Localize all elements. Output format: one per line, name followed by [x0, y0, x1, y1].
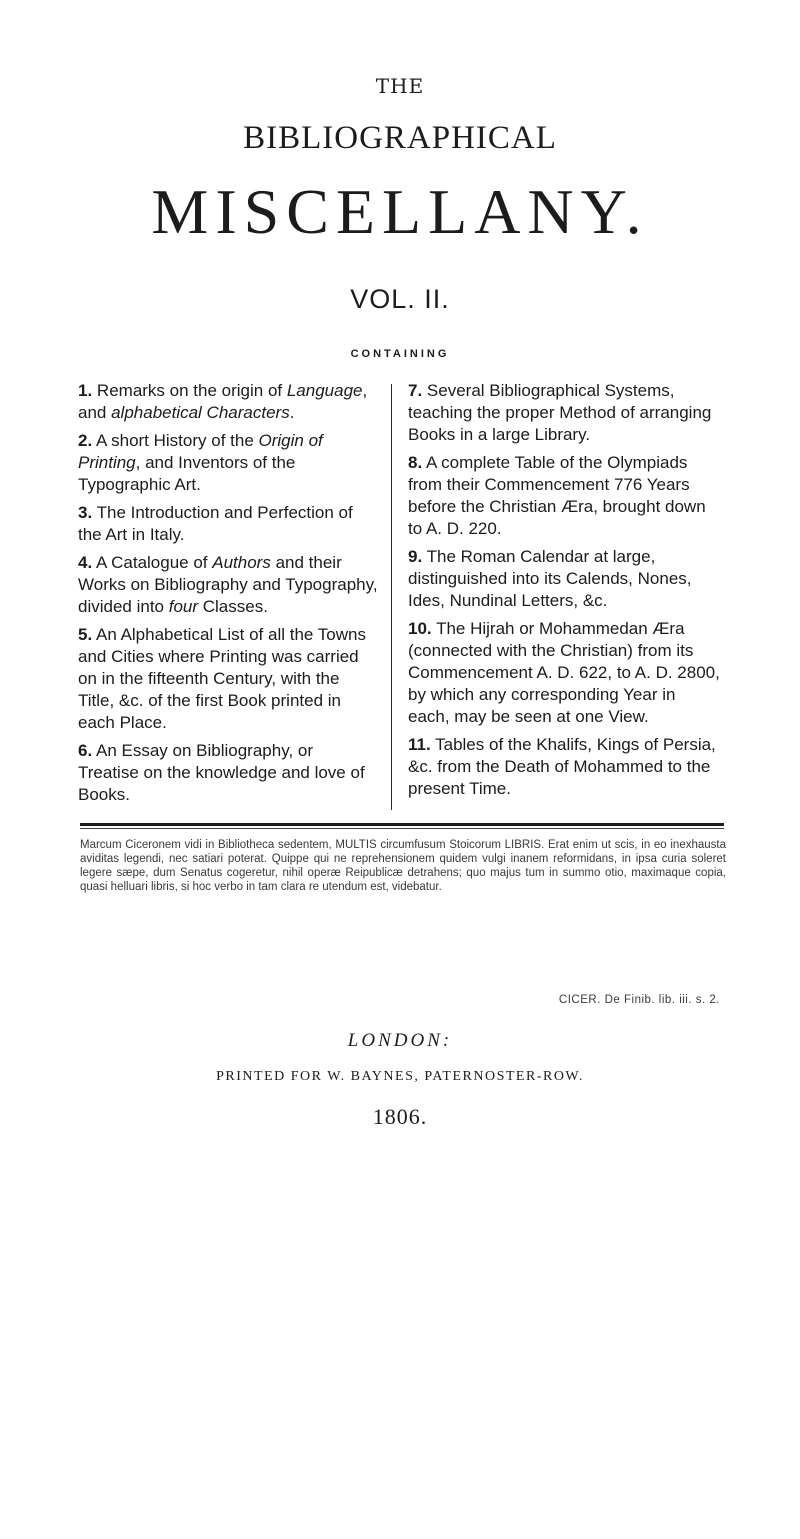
contents-item-text: Classes. [198, 597, 268, 616]
contents-item [408, 734, 720, 800]
containing-heading: CONTAINING [350, 348, 450, 360]
contents-item-number: 9. [408, 547, 423, 566]
contents-right-column [408, 380, 720, 806]
contents-item-number: 11. [408, 735, 431, 754]
contents-item-text: A Catalogue of [95, 553, 213, 572]
contents-item-number: 7. [408, 381, 423, 400]
contents-item [408, 452, 720, 540]
contents-item-text: Tables of the Khalifs, Kings of Persia, &c. from the Death of Mohammed to the present Time. [408, 735, 716, 798]
contents-item-italic-text: Authors [212, 553, 271, 572]
contents-item [408, 380, 720, 446]
contents-item-number: 4. [78, 553, 93, 572]
contents-item-text: , and Inventors of the Typographic Art. [78, 453, 296, 494]
contents-item-text: The Roman Calendar at large, distinguished into its Calends, Nones, Ides, Nundinal Letters, &c. [408, 547, 692, 610]
contents-item-number: 1. [78, 381, 93, 400]
column-divider [391, 384, 392, 810]
contents-item [78, 740, 378, 806]
contents-item [78, 502, 378, 546]
contents-item [78, 624, 378, 734]
contents-left-column [78, 380, 378, 812]
contents-item-number: 3. [78, 503, 93, 522]
title-article: THE [375, 74, 425, 98]
imprint-place: LONDON: [347, 1030, 453, 1051]
contents-item-text: An Alphabetical List of all the Towns and Cities where Printing was carried on in the fifteenth Century, with the Title, &c. of the first Book printed in each Place. [78, 625, 366, 732]
contents-item-number: 8. [408, 453, 423, 472]
contents-item-number: 2. [78, 431, 93, 450]
contents-item [408, 546, 720, 612]
contents-item [78, 552, 378, 618]
contents-item-text: A complete Table of the Olympiads from their Commencement 776 Years before the Christian Æra, brought down to A. D. 220. [408, 453, 706, 538]
title-line-bibliographical: BIBLIOGRAPHICAL [243, 120, 557, 156]
contents-item-text: Remarks on the origin of [96, 381, 287, 400]
imprint-year: 1806. [372, 1104, 428, 1129]
contents-item-number: 6. [78, 741, 93, 760]
contents-item-text: . [289, 403, 295, 422]
contents-item-text: Several Bibliographical Systems, teaching the proper Method of arranging Books in a large Library. [408, 381, 712, 444]
contents-item [78, 380, 378, 424]
contents-item-italic-text: Language [286, 381, 363, 400]
imprint-printer: PRINTED FOR W. BAYNES, PATERNOSTER-ROW. [216, 1069, 584, 1084]
volume-number: VOL. II. [350, 284, 450, 314]
thick-rule [80, 823, 724, 826]
contents-item-text: A short History of the [95, 431, 259, 450]
thin-rule [80, 828, 724, 829]
contents-item-number: 5. [78, 625, 93, 644]
contents-item [78, 430, 378, 496]
contents-item-text: and their Works on Bibliography and Typography, divided into [78, 553, 378, 616]
contents-item-text: An Essay on Bibliography, or Treatise on the knowledge and love of Books. [78, 741, 365, 804]
title-line-miscellany: MISCELLANY. [151, 176, 649, 247]
contents-item [408, 618, 720, 728]
contents-item-italic-text: four [168, 597, 199, 616]
contents-item-number: 10. [408, 619, 432, 638]
contents-item-italic-text: alphabetical Characters [111, 403, 290, 422]
epigraph-text: Marcum Ciceronem vidi in Bibliotheca sedentem, MULTIS circumfusum Stoicorum LIBRIS. Erat enim ut scis, in eo inexhausta aviditas legendi, nec satiari poterat. Quippe qui ne reprehensionem quidem vulgi inanem reformidans, in ipsa curia soleret legere sæpe, dum Senatus cogeretur, nihil operæ Reipublicæ detrahens; quo majus tum in summo otio, maximaque copia, quasi helluari libris, si hoc verbo in tam clara re utendum est, videbatur. [80, 839, 726, 893]
contents-item-text: The Introduction and Perfection of the Art in Italy. [78, 503, 353, 544]
contents-item-text: The Hijrah or Mohammedan Æra (connected with the Christian) from its Commencement A. D. 622, to A. D. 2800, by which any corresponding Year in each, may be seen at one View. [408, 619, 720, 726]
contents-item-text: , and [78, 381, 368, 422]
contents-item-italic-text: Origin of Printing [78, 431, 323, 472]
epigraph-citation: CICER. De Finib. lib. iii. s. 2. [558, 994, 720, 1006]
